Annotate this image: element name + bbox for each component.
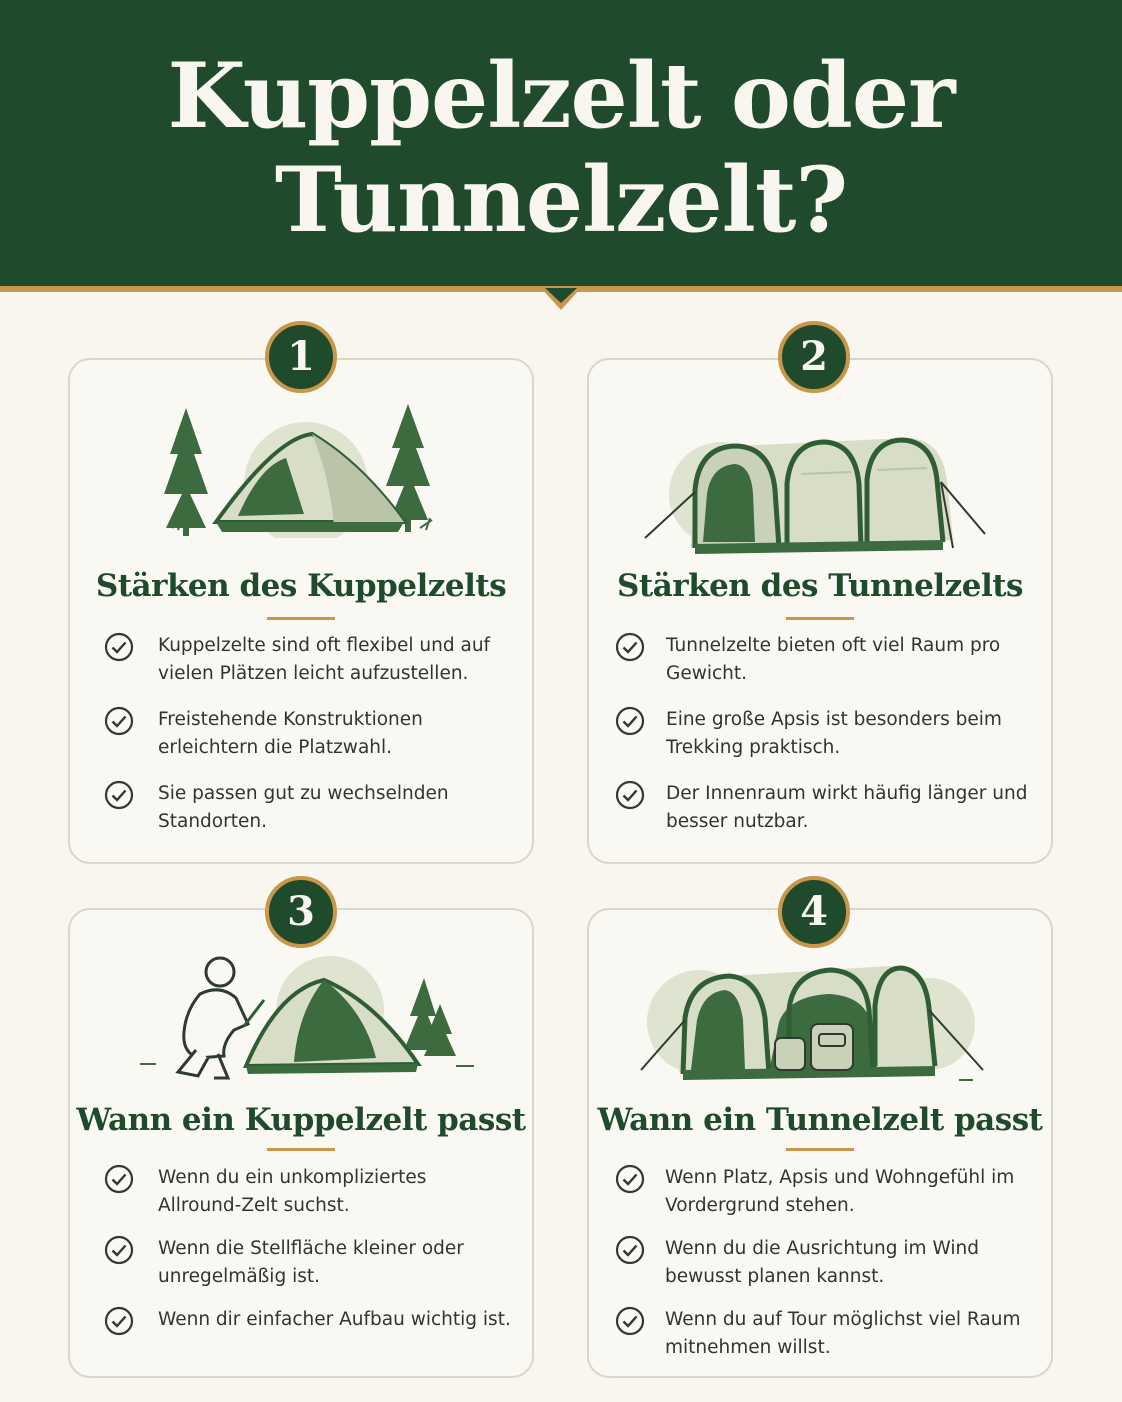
- page-title: [0, 0, 1122, 252]
- list-item-text: Eine große Apsis ist besonders beim Trekking praktisch.: [666, 709, 1002, 758]
- list-item-text: Sie passen gut zu wechselnden Standorten.: [158, 783, 449, 832]
- list-item-text: Wenn du die Ausrichtung im Wind bewusst planen kannst.: [665, 1238, 979, 1287]
- list-item-text: Kuppelzelte sind oft flexibel und auf vielen Plätzen leicht aufzustellen.: [158, 635, 491, 684]
- check-circle-icon: [104, 780, 134, 810]
- list-item-text: Wenn du auf Tour möglichst viel Raum mitnehmen willst.: [665, 1309, 1021, 1358]
- title-line-1: Kuppelzelt oder: [167, 43, 955, 149]
- title-divider: [267, 617, 335, 620]
- card-title: Stärken des Tunnelzelts: [616, 568, 1024, 604]
- list-item-text: Tunnelzelte bieten oft viel Raum pro Gewicht.: [666, 635, 1001, 684]
- title-divider: [267, 1148, 335, 1151]
- card-title: Wann ein Tunnelzelt passt: [597, 1102, 1043, 1138]
- list-item: [615, 632, 1031, 706]
- person-pitching-dome-tent-icon: [138, 954, 478, 1090]
- step-badge-4: 4: [778, 876, 850, 948]
- list-item: [104, 1164, 512, 1235]
- step-badge-3: 3: [265, 876, 337, 948]
- title-line-2: Tunnelzelt?: [274, 147, 848, 253]
- list-item: [104, 1306, 512, 1377]
- check-circle-icon: [615, 1235, 645, 1265]
- card-dome-strengths: [68, 358, 534, 864]
- check-circle-icon: [615, 706, 645, 736]
- criteria-list: [104, 1164, 512, 1377]
- list-item: [104, 780, 512, 854]
- check-circle-icon: [615, 632, 645, 662]
- list-item: [615, 780, 1031, 854]
- title-divider: [786, 1148, 854, 1151]
- list-item-text: Der Innenraum wirkt häufig länger und besser nutzbar.: [666, 783, 1028, 832]
- card-title: Stärken des Kuppelzelts: [95, 568, 507, 604]
- strengths-list: [104, 632, 512, 854]
- list-item-text: Wenn du ein unkompliziertes Allround-Zelt suchst.: [158, 1167, 427, 1216]
- check-circle-icon: [104, 632, 134, 662]
- criteria-list: [615, 1164, 1031, 1377]
- list-item-text: Wenn dir einfacher Aufbau wichtig ist.: [158, 1309, 511, 1330]
- header-notch: [541, 288, 581, 312]
- list-item-text: Wenn Platz, Apsis und Wohngefühl im Vordergrund stehen.: [665, 1167, 1015, 1216]
- list-item-text: Wenn die Stellfläche kleiner oder unregelmäßig ist.: [158, 1238, 464, 1287]
- card-tunnel-strengths: [587, 358, 1053, 864]
- list-item: [104, 1235, 512, 1306]
- tunnel-tent-with-backpacks-icon: [639, 962, 989, 1090]
- check-circle-icon: [104, 706, 134, 736]
- list-item: [104, 706, 512, 780]
- list-item-text: Freistehende Konstruktionen erleichtern die Platzwahl.: [158, 709, 423, 758]
- list-item: [615, 706, 1031, 780]
- list-item: [615, 1235, 1031, 1306]
- check-circle-icon: [104, 1306, 134, 1336]
- header-banner: [0, 0, 1122, 292]
- step-badge-1: 1: [265, 321, 337, 393]
- list-item: [615, 1306, 1031, 1377]
- check-circle-icon: [615, 780, 645, 810]
- check-circle-icon: [104, 1164, 134, 1194]
- check-circle-icon: [615, 1164, 645, 1194]
- strengths-list: [615, 632, 1031, 854]
- card-title: Wann ein Kuppelzelt passt: [76, 1102, 526, 1138]
- card-dome-when: [68, 908, 534, 1378]
- list-item: [615, 1164, 1031, 1235]
- check-circle-icon: [615, 1306, 645, 1336]
- tunnel-tent-icon: [641, 430, 987, 558]
- title-divider: [786, 617, 854, 620]
- card-tunnel-when: [587, 908, 1053, 1378]
- step-badge-2: 2: [778, 321, 850, 393]
- list-item: [104, 632, 512, 706]
- dome-tent-with-trees-icon: [158, 398, 448, 538]
- check-circle-icon: [104, 1235, 134, 1265]
